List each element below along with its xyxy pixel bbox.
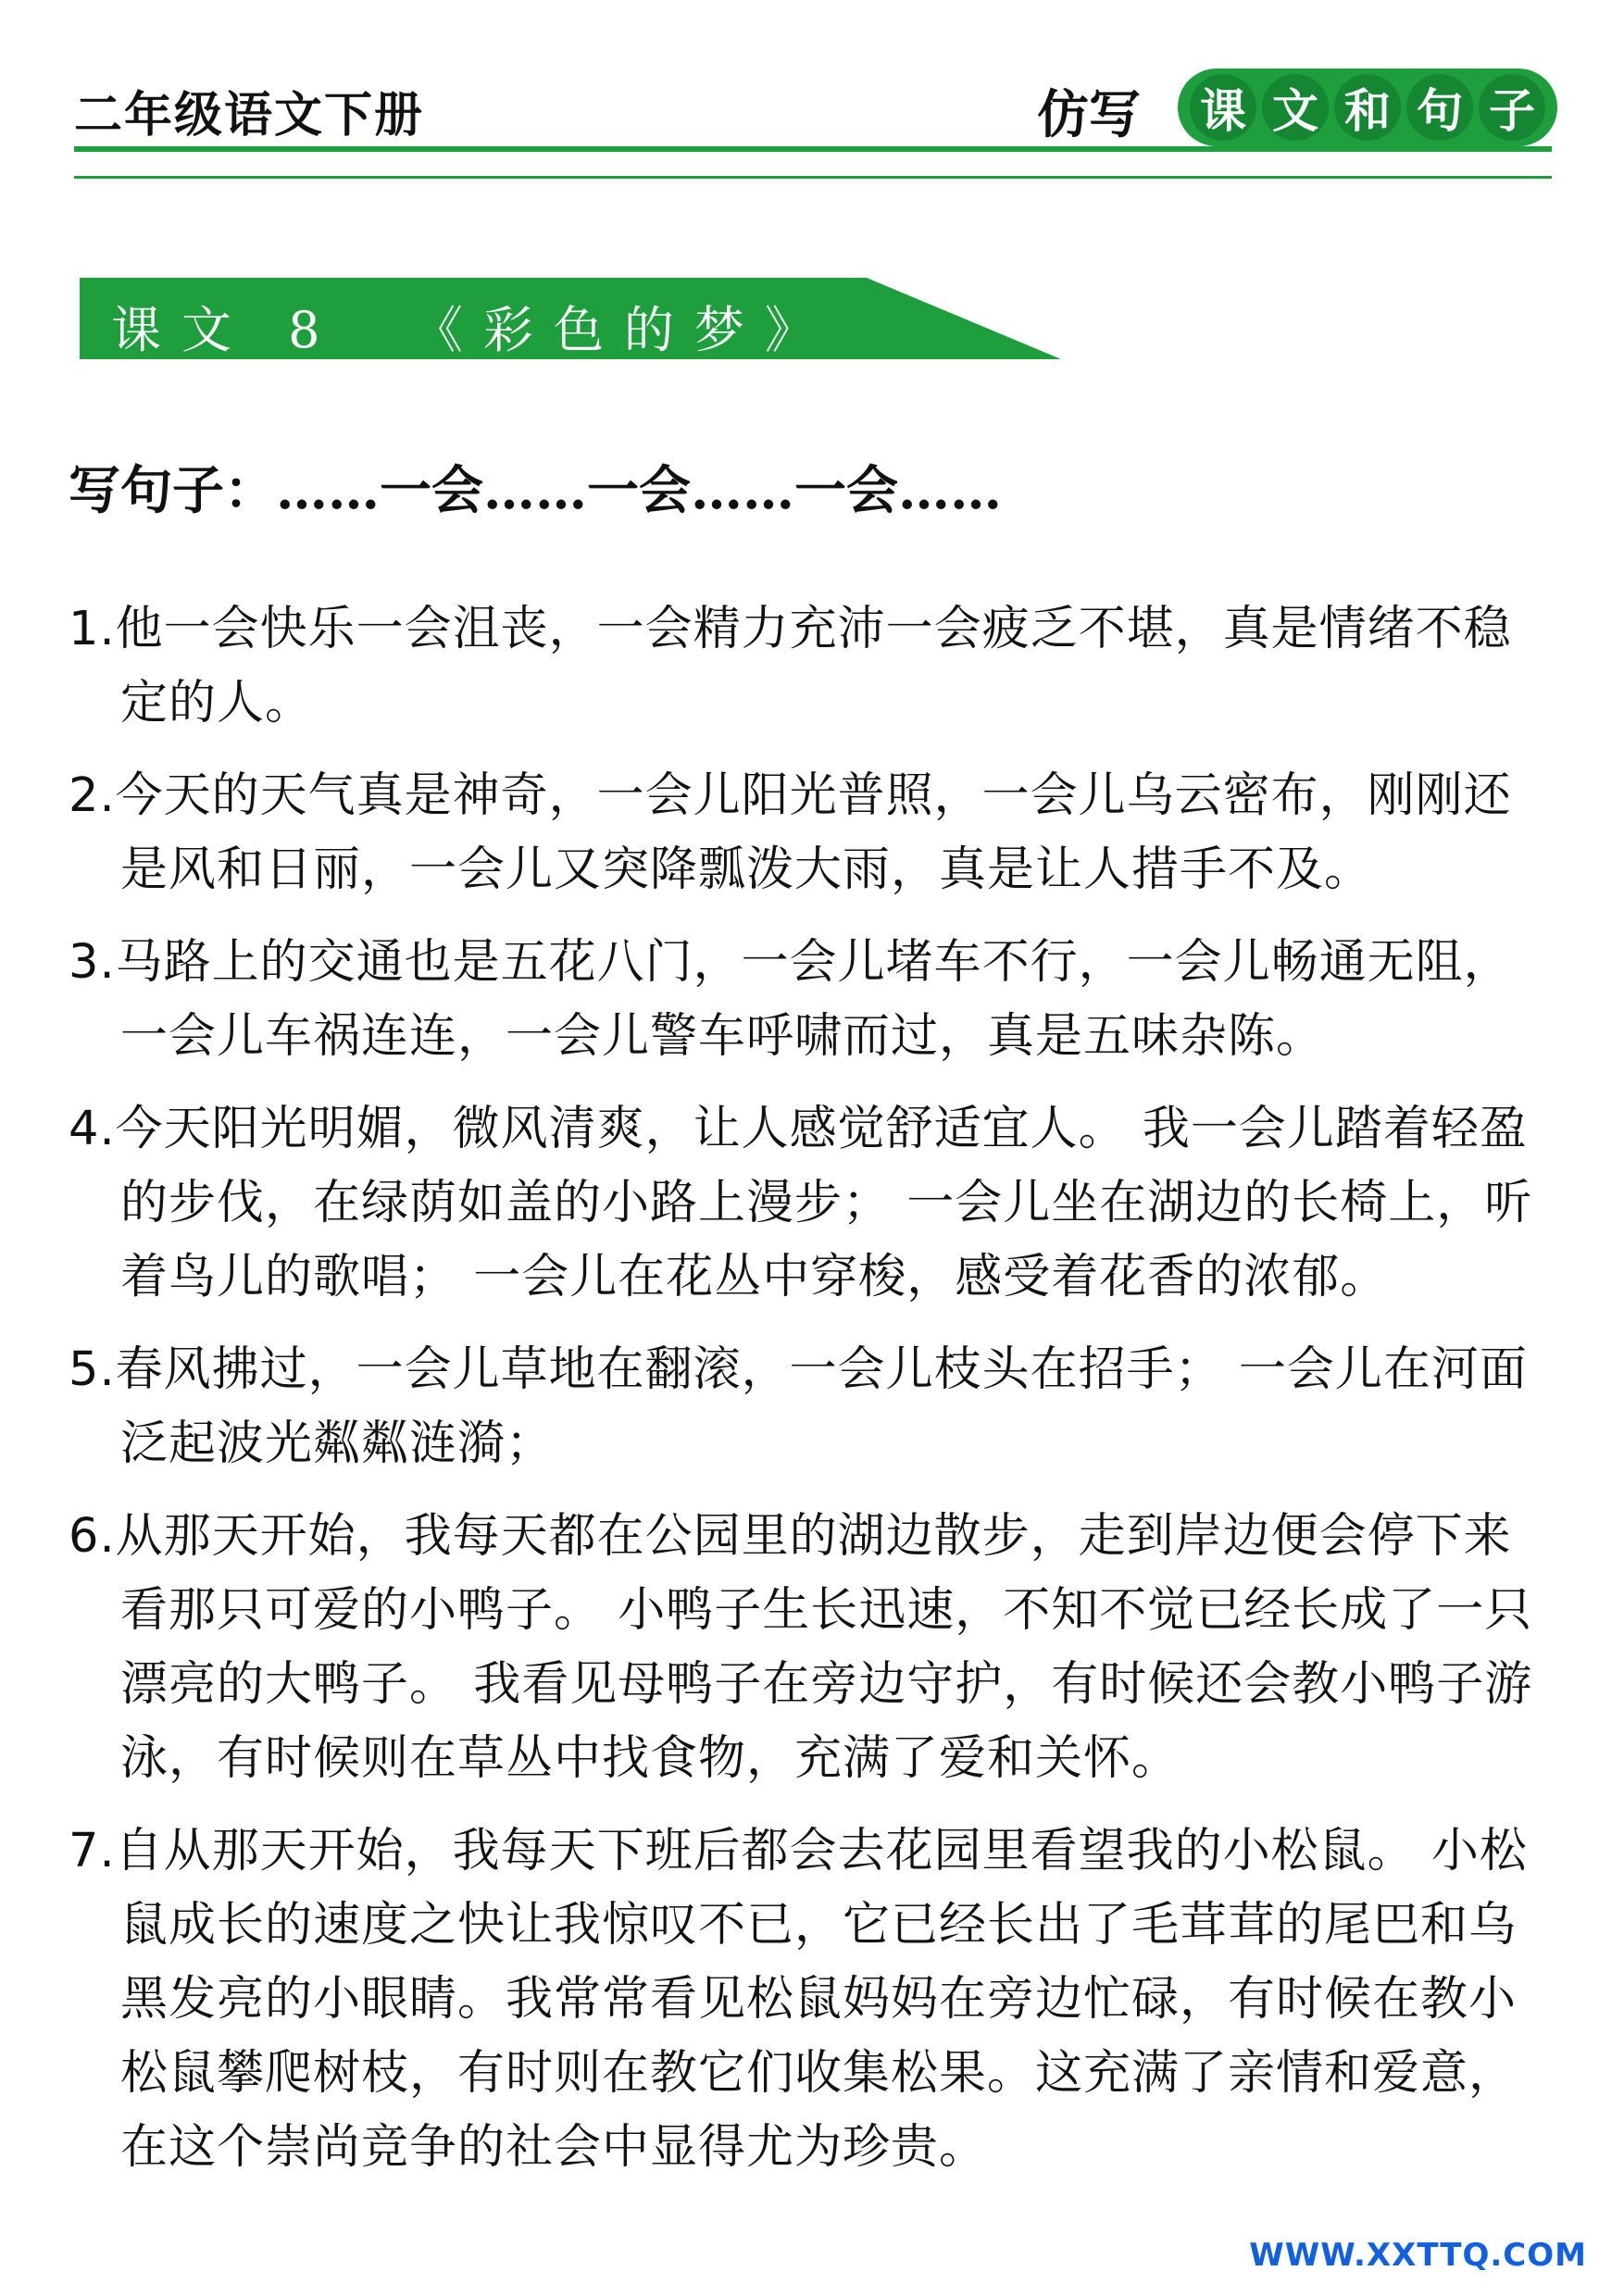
badge-char: 句	[1406, 74, 1473, 141]
list-item	[69, 1500, 1550, 1796]
badge-char: 和	[1334, 74, 1401, 141]
item-text: 春风拂过，一会儿草地在翻滚，一会儿枝头在招手； 一会儿在河面泛起波光粼粼涟漪；	[115, 1342, 1528, 1471]
header-rule-thick	[74, 146, 1552, 152]
category-badge	[1178, 69, 1557, 146]
badge-char: 课	[1190, 74, 1256, 141]
sentence-list	[69, 593, 1550, 2203]
list-item	[69, 1092, 1550, 1315]
item-number: 5.	[69, 1342, 116, 1397]
grade-title: 二年级语文下册	[74, 87, 425, 144]
item-number: 2.	[69, 768, 116, 823]
item-text: 从那天开始，我每天都在公园里的湖边散步，走到岸边便会停下来看那只可爱的小鸭子。 小鸭子生长迅速，不知不觉已经长成了一只漂亮的大鸭子。 我看见母鸭子在旁边守护，有时候还会教小鸭子游泳，有时候则在草丛中找食物，充满了爱和关怀。	[115, 1509, 1533, 1786]
lesson-title: 课文 8 《彩色的梦》	[111, 301, 835, 359]
list-item	[69, 926, 1550, 1074]
list-item	[69, 759, 1550, 907]
badge-char: 子	[1479, 74, 1545, 141]
item-text: 今天阳光明媚，微风清爽，让人感觉舒适宜人。 我一会儿踏着轻盈的步伐，在绿荫如盖的小路上漫步； 一会儿坐在湖边的长椅上，听着鸟儿的歌唱； 一会儿在花丛中穿梭，感受着花香的浓郁。	[115, 1102, 1533, 1304]
item-text: 马路上的交通也是五花八门，一会儿堵车不行，一会儿畅通无阻，一会儿车祸连连，一会儿警车呼啸而过，真是五味杂陈。	[115, 935, 1512, 1064]
item-number: 3.	[69, 935, 116, 990]
list-item	[69, 1333, 1550, 1481]
item-number: 7.	[69, 1824, 116, 1878]
section-title: 写句子：……一会……一会……一会……	[69, 460, 1002, 521]
item-text: 自从那天开始，我每天下班后都会去花园里看望我的小松鼠。 小松鼠成长的速度之快让我惊叹不已，它已经长出了毛茸茸的尾巴和乌黑发亮的小眼睛。我常常看见松鼠妈妈在旁边忙碌，有时候在教小松鼠攀爬树枝，有时则在教它们收集松果。这充满了亲情和爱意，在这个崇尚竞争的社会中显得尤为珍贵。	[115, 1824, 1528, 2175]
item-number: 4.	[69, 1102, 116, 1156]
item-number: 6.	[69, 1509, 116, 1564]
imitation-label: 仿写	[1037, 84, 1141, 145]
list-item	[69, 1815, 1550, 2185]
item-number: 1.	[69, 602, 116, 656]
header-rule-thin	[74, 176, 1552, 179]
page-header	[0, 0, 1624, 185]
badge-char: 文	[1262, 74, 1329, 141]
item-text: 他一会快乐一会沮丧，一会精力充沛一会疲乏不堪，真是情绪不稳定的人。	[115, 602, 1512, 730]
lesson-banner	[80, 278, 1061, 359]
item-text: 今天的天气真是神奇，一会儿阳光普照，一会儿乌云密布，刚刚还是风和日丽，一会儿又突降瓢泼大雨，真是让人措手不及。	[115, 768, 1512, 897]
list-item	[69, 593, 1550, 741]
site-watermark: WWW.XXTTQ.COM	[1249, 2237, 1587, 2274]
